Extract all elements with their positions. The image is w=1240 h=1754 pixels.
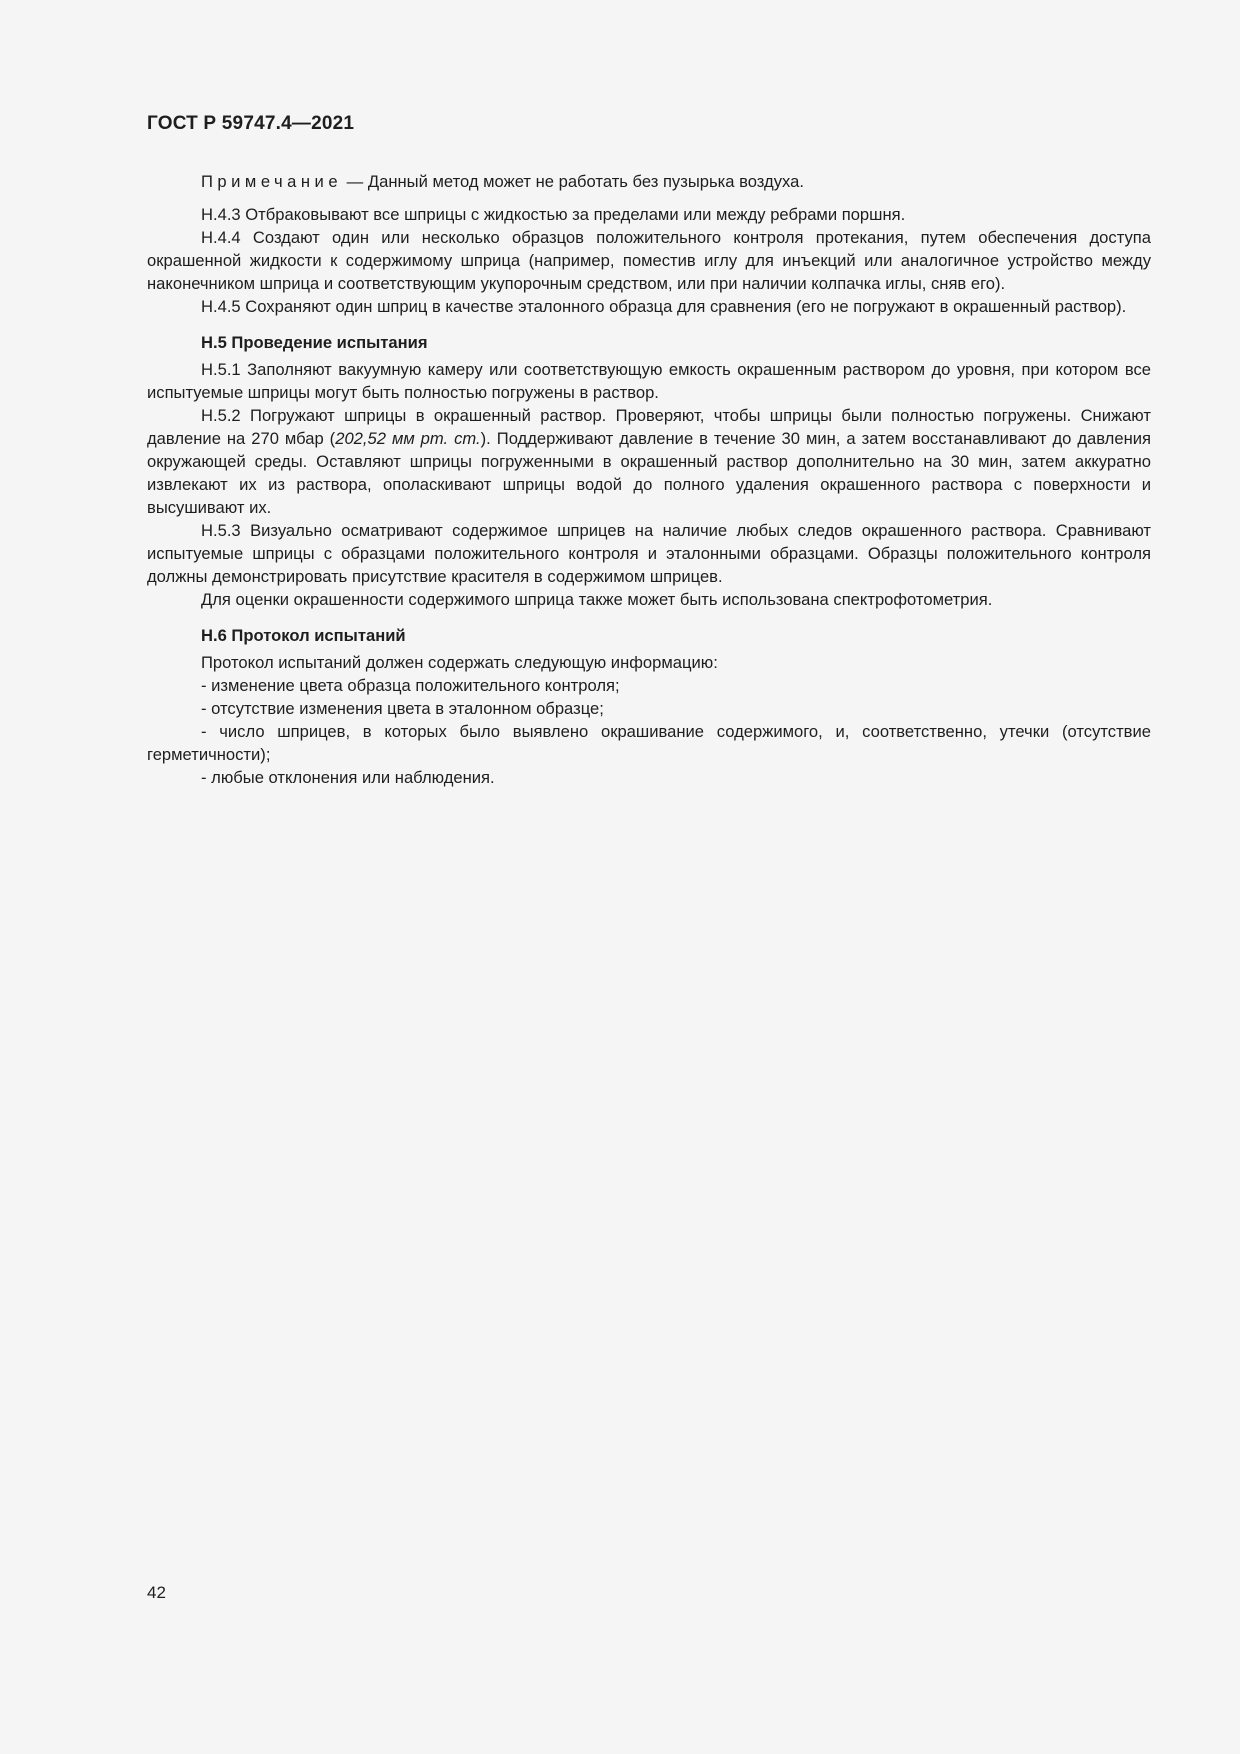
list-item: - отсутствие изменения цвета в эталонном образце; (201, 699, 604, 718)
paragraph-h4-3: Н.4.3 Отбраковывают все шприцы с жидкостью за пределами или между ребрами поршня. (201, 205, 906, 224)
page-number: 42 (147, 1583, 166, 1602)
section-title-h6: Н.6 Протокол испытаний (201, 626, 406, 645)
paragraph-h5-2 (147, 404, 1151, 519)
list-item: - изменение цвета образца положительного контроля; (201, 676, 620, 695)
paragraph-h5-3: Н.5.3 Визуально осматривают содержимое шприцев на наличие любых следов окрашенного раствора. Сравнивают испытуемые шприцы с образцами положительного контроля и эталонными образцами. Образцы положительного контроля должны демонстрировать присутствие красителя в содержимом шприцев. (147, 521, 1151, 586)
paragraph-h5-2-part-b: ). Поддерживают давление в течение 30 мин, а затем восстанавливают до давления окружающей среды. Оставляют шприцы погруженными в окрашенный раствор дополнительно на 30 мин, затем аккуратно извлекают их из раствора, ополаскивают шприцы водой до полного удаления окрашенного раствора с поверхности и высушивают их. (147, 429, 1151, 517)
paragraph-h5-2-part-a: Н.5.2 Погружают шприцы в окрашенный раствор. Проверяют, чтобы шприцы были полностью погружены. Снижают давление на 270 мбар ( (147, 406, 1151, 448)
pressure-mmhg: 202,52 мм рт. ст. (335, 429, 481, 448)
paragraph-h4-4: Н.4.4 Создают один или несколько образцов положительного контроля протекания, путем обеспечения доступа окрашенной жидкости к содержимому шприца (например, поместив иглу для инъекций или аналогичное устройство между наконечником шприца и соответствующим укупорочным средством, или при наличии колпачка иглы, сняв его). (147, 228, 1151, 293)
paragraph-h6-intro: Протокол испытаний должен содержать следующую информацию: (201, 653, 718, 672)
note-dash: — (346, 172, 364, 191)
note-paragraph (147, 170, 1151, 193)
paragraph-h4-5: Н.4.5 Сохраняют один шприц в качестве эталонного образца для сравнения (его не погружают в окрашенный раствор). (201, 297, 1127, 316)
paragraph-h5-4: Для оценки окрашенности содержимого шприца также может быть использована спектрофотометрия. (201, 590, 993, 609)
section-title-h5: Н.5 Проведение испытания (201, 333, 428, 352)
list-item: - число шприцев, в которых было выявлено окрашивание содержимого, и, соответственно, утечки (отсутствие герметичности); (147, 722, 1151, 764)
document-body (147, 170, 1151, 789)
paragraph-h5-1: Н.5.1 Заполняют вакуумную камеру или соответствующую емкость окрашенным раствором до уровня, при котором все испытуемые шприцы могут быть полностью погружены в раствор. (147, 360, 1151, 402)
document-code-header: ГОСТ Р 59747.4—2021 (147, 113, 355, 134)
list-item: - любые отклонения или наблюдения. (201, 768, 495, 787)
note-text: Данный метод может не работать без пузырька воздуха. (367, 172, 804, 191)
note-label: Примечание (201, 172, 343, 191)
